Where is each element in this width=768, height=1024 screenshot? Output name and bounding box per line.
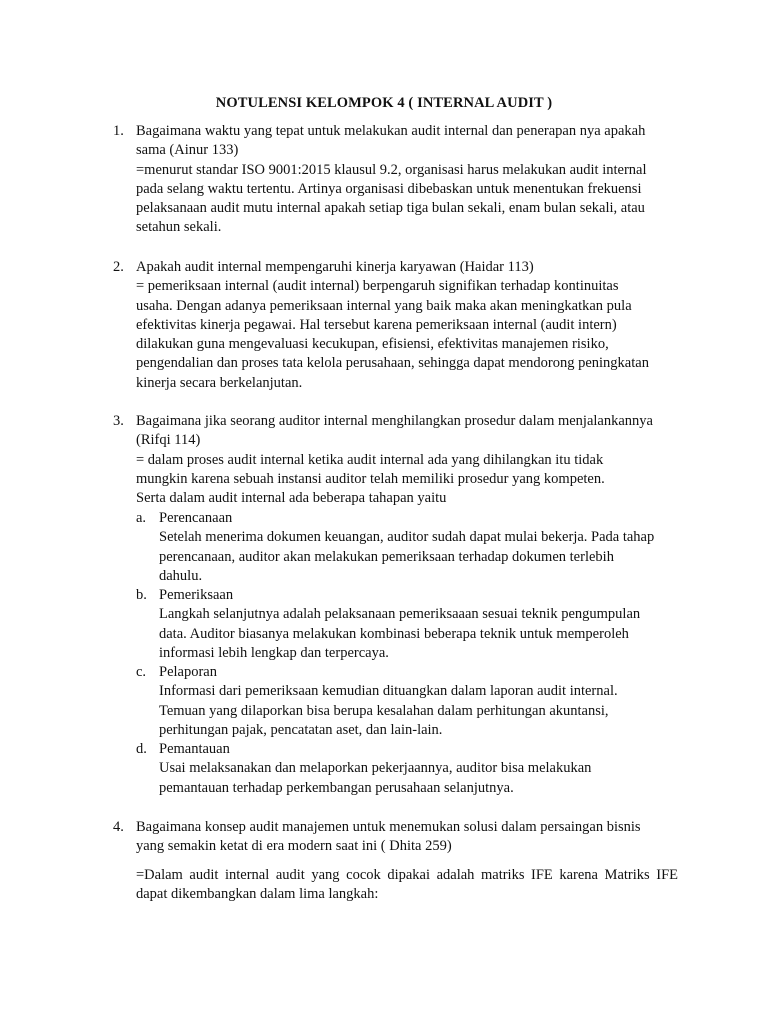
text-line: Langkah selanjutnya adalah pelaksanaan pemeriksaaan sesuai teknik pengumpulan [159,606,641,623]
text-line: dahulu. [159,567,203,584]
text-line: Bagaimana jika seorang auditor internal menghilangkan prosedur dalam menjalankannya [136,413,653,429]
item-body [136,258,684,393]
text-line: yang semakin ketat di era modern saat ini ( Dhita 259) [136,838,452,855]
text-line: (Rifqi 114) [136,432,201,449]
item-body [136,818,684,857]
document-title: NOTULENSI KELOMPOK 4 ( INTERNAL AUDIT ) [215,95,553,111]
text-line: sama (Ainur 133) [136,142,239,159]
text-line: efektivitas kinerja pegawai. Hal tersebut karena pemeriksaan internal (audit intern) [136,316,617,333]
text-line: = pemeriksaan internal (audit internal) berpengaruh signifikan terhadap kontinuitas [136,278,619,295]
sub-item-body [159,605,684,663]
text-line: mungkin karena sebuah instansi auditor telah memiliki prosedur yang kompeten. [136,470,605,487]
sub-item-heading: Pemantauan [159,741,230,757]
text-line: pelaksanaan audit mutu internal apakah setiap tiga bulan sekali, enam bulan sekali, atau [136,200,645,217]
sub-item-body [159,528,684,586]
sub-item-heading: Pemeriksaan [159,587,234,603]
item-body [136,122,684,238]
item-number: 3. [113,413,124,429]
text-line: perencanaan, auditor akan melakukan pemeriksaan terhadap dokumen terlebih [159,548,614,565]
text-line: Serta dalam audit internal ada beberapa tahapan yaitu [136,490,447,507]
text-line: Bagaimana waktu yang tepat untuk melakukan audit internal dan penerapan nya apakah [136,123,646,139]
item-number: 2. [113,259,124,275]
sub-item-letter: b. [136,587,147,603]
text-line: Setelah menerima dokumen keuangan, auditor sudah dapat mulai bekerja. Pada tahap [159,529,655,546]
text-line: perhitungan pajak, pencatatan aset, dan lain-lain. [159,721,443,738]
item-body [136,412,684,508]
sub-item-letter: c. [136,664,147,680]
text-line: Temuan yang dilaporkan bisa berupa kesalahan dalam perhitungan akuntansi, [159,702,609,719]
text-line: Informasi dari pemeriksaan kemudian dituangkan dalam laporan audit internal. [159,683,618,700]
text-line: data. Auditor biasanya melakukan kombinasi beberapa teknik untuk memperoleh [159,625,629,642]
text-line: kinerja secara berkelanjutan. [136,374,303,391]
item-number: 4. [113,819,124,835]
sub-item-heading: Perencanaan [159,510,233,526]
sub-item-body [159,759,684,798]
sub-item-letter: a. [136,510,147,526]
item-number: 1. [113,123,124,139]
text-line: usaha. Dengan adanya pemeriksaan internal yang baik maka akan meningkatkan pula [136,297,632,314]
text-line: dilakukan guna mengevaluasi kecukupan, efisiensi, efektivitas manajemen risiko, [136,336,609,353]
text-line: Usai melaksanakan dan melaporkan pekerjaannya, auditor bisa melakukan [159,760,592,777]
text-line: setahun sekali. [136,219,222,236]
sub-item-heading: Pelaporan [159,664,217,680]
answer-body [136,866,684,905]
text-line: dapat dikembangkan dalam lima langkah: [136,886,379,903]
text-line: pemantauan terhadap perkembangan perusahaan selanjutnya. [159,779,514,796]
sub-item-body [159,682,684,740]
sub-item-letter: d. [136,741,147,757]
text-line: pada selang waktu tertentu. Artinya organisasi dibebaskan untuk menentukan frekuensi [136,180,642,197]
text-line: =menurut standar ISO 9001:2015 klausul 9.2, organisasi harus melakukan audit internal [136,161,647,178]
text-line: = dalam proses audit internal ketika audit internal ada yang dihilangkan itu tidak [136,451,604,468]
text-line: pengendalian dan proses tata kelola perusahaan, sehingga dapat mendorong peningkatan [136,355,649,372]
text-line: Bagaimana konsep audit manajemen untuk menemukan solusi dalam persaingan bisnis [136,819,641,835]
text-line: =Dalam audit internal audit yang cocok dipakai adalah matriks IFE karena Matriks IFE [136,867,678,883]
text-line: Apakah audit internal mempengaruhi kinerja karyawan (Haidar 113) [136,259,534,275]
text-line: informasi lebih lengkap dan terpercaya. [159,644,389,661]
